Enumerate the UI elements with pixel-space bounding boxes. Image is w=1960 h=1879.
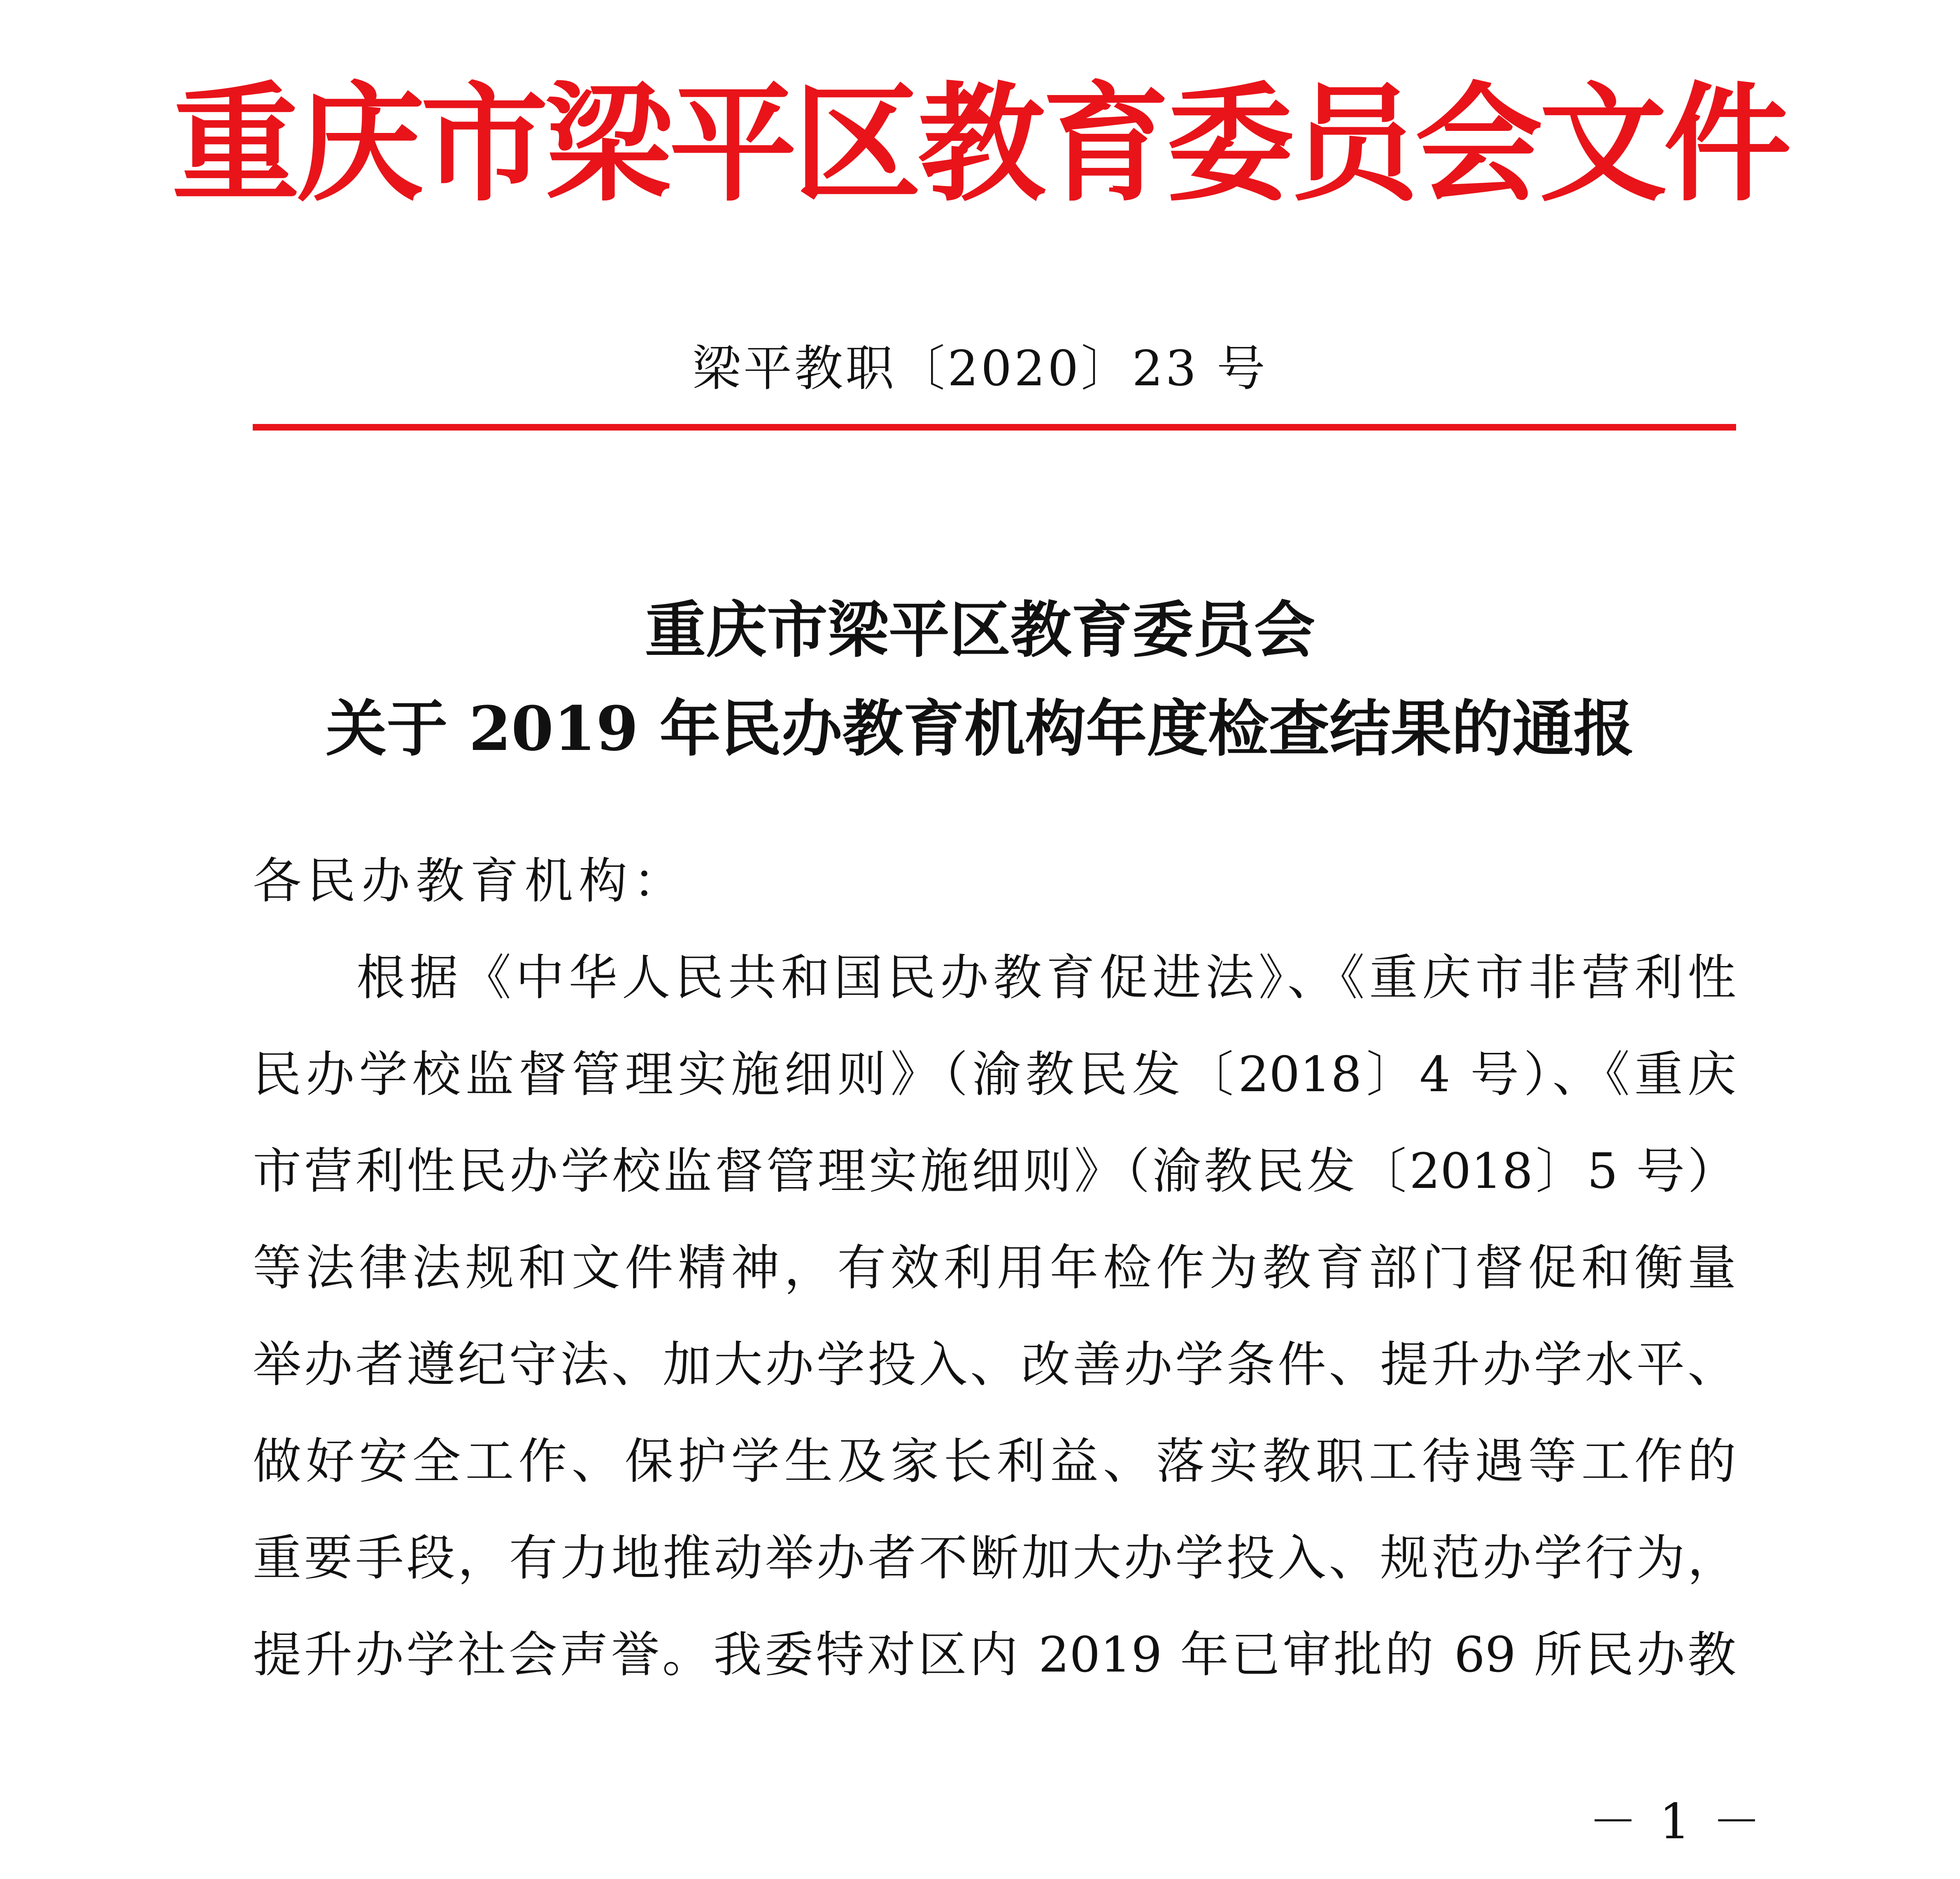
body-line-8: 提升办学社会声誉。我委特对区内 2019 年已审批的 69 所民办教 [253,1626,1736,1683]
body-line-6: 做好安全工作、保护学生及家长利益、落实教职工待遇等工作的 [253,1433,1736,1490]
body-line-5: 举办者遵纪守法、加大办学投入、改善办学条件、提升办学水平、 [253,1336,1736,1393]
body-line-2: 民办学校监督管理实施细则》（渝教民发〔2018〕4 号）、《重庆 [253,1046,1736,1103]
document-number: 梁平教职〔2020〕23 号 [692,340,1268,397]
page-number: － 1 － [1589,1793,1764,1850]
body-line-4: 等法律法规和文件精神，有效利用年检作为教育部门督促和衡量 [253,1239,1736,1296]
document-title-line-2: 关于 2019 年民办教育机构年度检查结果的通报 [326,693,1634,764]
body-line-7: 重要手段，有力地推动举办者不断加大办学投入、规范办学行为， [253,1530,1736,1586]
salutation: 各民办教育机构： [253,852,688,909]
body-line-3: 市营利性民办学校监督管理实施细则》（渝教民发〔2018〕5 号） [253,1143,1736,1199]
red-divider-line [253,424,1736,431]
letterhead-title: 重庆市梁平区教育委员会文件 [172,69,1788,219]
body-line-1: 根据《中华人民共和国民办教育促进法》、《重庆市非营利性 [356,949,1736,1006]
document-title-line-1: 重庆市梁平区教育委员会 [645,594,1315,666]
